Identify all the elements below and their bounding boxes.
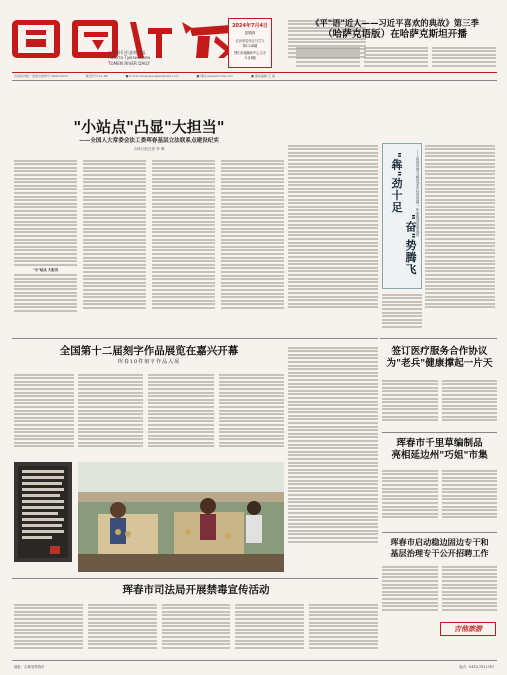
story4-body [382, 468, 497, 528]
story6-body [382, 564, 497, 620]
story2-body [78, 372, 284, 458]
story3-title-line2: 为"老兵"健康撑起一片天 [386, 358, 493, 369]
story3-body [382, 378, 497, 428]
top-headline [290, 18, 500, 41]
story4-title-line1: 珲春市千里草编制品 [396, 438, 483, 449]
sidebar-banner [382, 143, 422, 289]
issue-lunar: 农历甲辰年五月廿九 [235, 39, 265, 43]
story5-body [14, 602, 378, 658]
story4-headline [382, 438, 497, 462]
sidebar-body [425, 143, 495, 333]
story2-right-col [288, 345, 378, 575]
story2-headline [14, 345, 284, 366]
info-editor: ■ 值班编辑:王 丽 [251, 74, 275, 78]
main-story-title: "小站点"凸显"大担当" [73, 118, 225, 136]
top-headline-line2: （哈萨克语版）在哈萨克斯坦开播 [323, 29, 467, 40]
story2-subtitle: 珲春10件刻字作品入展 [117, 359, 181, 365]
story2-left-col [14, 372, 74, 458]
story3-title-line1: 签订医疗服务合作协议 [391, 346, 488, 357]
sidebar-body-lower [382, 292, 422, 334]
middle-column [288, 143, 378, 333]
masthead-sub-cn: 中共图们市委机关报 [108, 50, 146, 55]
story5-headline [14, 584, 378, 597]
sidebar-banner-caption: ——珲春市着力推进全市经济发展一年来取得显著成效 [416, 150, 420, 237]
main-story-headline [14, 118, 284, 152]
top-headline-line1: 《平"语"近人——习近平喜欢的典故》第三季 [311, 18, 479, 28]
masthead-info-bar [14, 74, 494, 79]
issue-weekday: 星期四 [244, 31, 256, 35]
main-story-byline: 吉林日报记者 李 琳 [133, 147, 165, 151]
sidebar-banner-line1: "犇"劲十足 [390, 152, 403, 214]
ad-logo-text: 吉他旅游 [454, 625, 482, 633]
story3-headline [382, 346, 497, 370]
issue-publisher: 图们市融媒体中心主办 [234, 51, 266, 55]
footer-phone: 电话：0433-7521787 [458, 665, 494, 669]
date-box [228, 18, 272, 68]
info-web: ■ 网址:www.tmrmw.com [196, 74, 234, 78]
market-photo [78, 462, 284, 572]
issue-number: 第1118期 [242, 44, 258, 48]
info-postal: 邮发代号:11-86 [85, 74, 108, 78]
calligraphy-photo [14, 462, 72, 562]
issue-pages: 今日8版 [244, 56, 256, 60]
masthead-sub-kr: Газета Тумэньцзян [108, 55, 151, 61]
story5-title: 珲春市司法局开展禁毒宣传活动 [122, 584, 270, 596]
story2-title: 全国第十二届刻字作品展览在嘉兴开幕 [59, 345, 239, 357]
issue-date: 2024年7月4日 [232, 23, 268, 29]
ad-logo [440, 622, 496, 636]
story6-title-line1: 珲春市启动稳边固边专干和 [390, 537, 489, 547]
info-cn: 吉林省内统一连续出版物号 CN22-0013 [14, 74, 68, 78]
footer-address: 地址：吉林省珲春市 [14, 665, 45, 669]
story6-title-line2: 基层治理专干公开招聘工作 [390, 548, 489, 558]
main-story-section-head: "小"站点 大担当 [32, 267, 59, 272]
story4-title-line2: 亮相延边州"巧姐"市集 [391, 450, 488, 461]
info-email: ■ E-mail:tumenjiangbao@163.com [125, 74, 179, 78]
top-headline-body [296, 45, 496, 71]
story6-headline [382, 537, 497, 559]
masthead-sub-en: TUMEN RIVER DAILY [108, 60, 150, 66]
main-story-body [14, 158, 284, 334]
main-story-subtitle: ——全国人大常委会法工委珲春基层立法联系点建设纪实 [79, 138, 219, 144]
footer [14, 662, 494, 672]
masthead-subtitles [108, 50, 164, 66]
sidebar-banner-line2: "奋"势腾飞 [404, 214, 417, 276]
